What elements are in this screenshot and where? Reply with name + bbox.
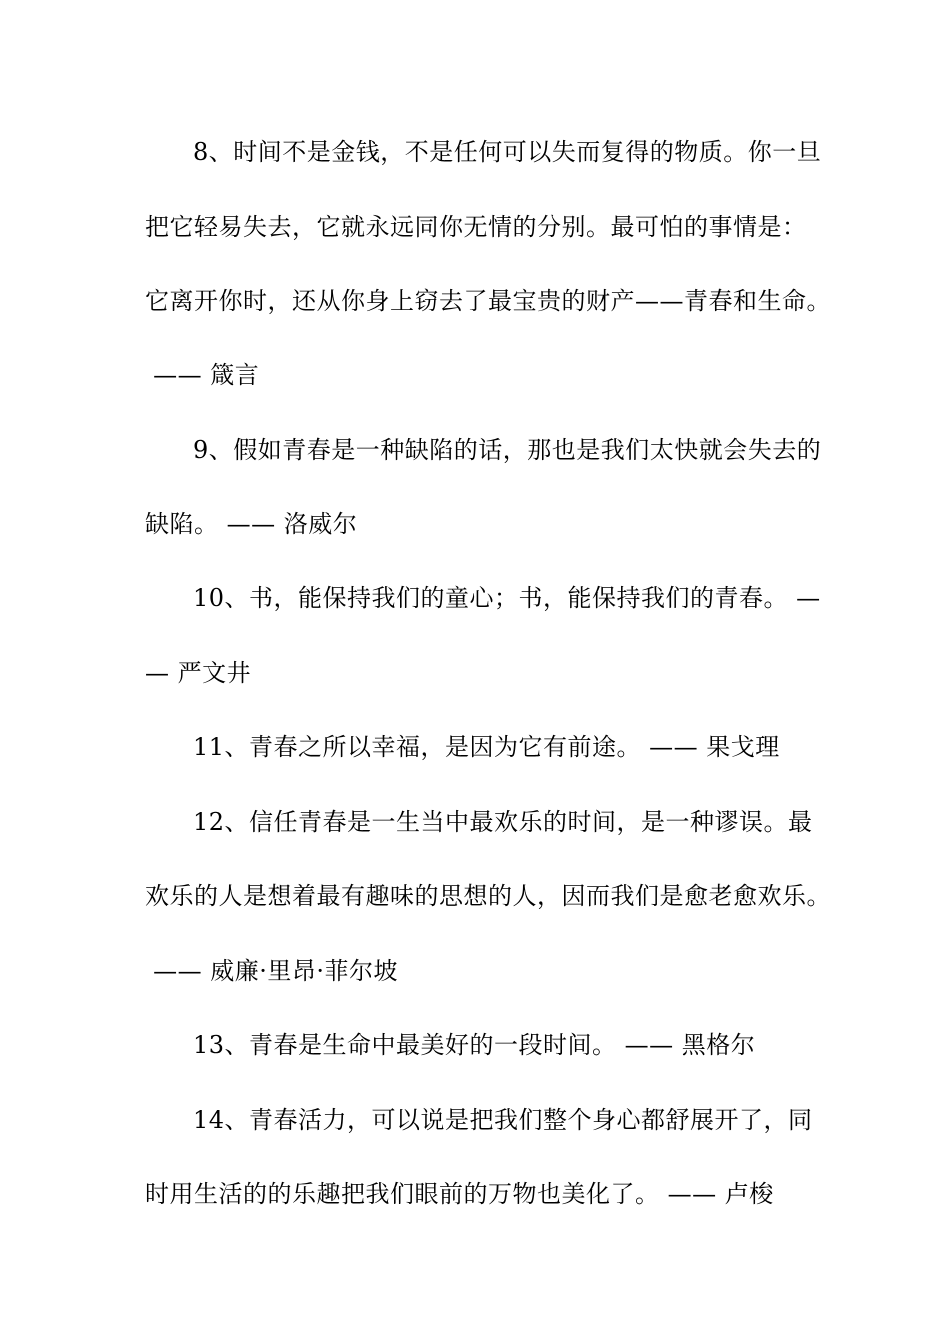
text-line: 13、青春是生命中最美好的一段时间。 —— 黑格尔 [193, 1031, 756, 1059]
text-line: 14、青春活力，可以说是把我们整个身心都舒展开了，同 [193, 1106, 813, 1134]
text-line: 9、假如青春是一种缺陷的话，那也是我们太快就会失去的 [193, 436, 822, 464]
text-line: 把它轻易失去，它就永远同你无情的分别。最可怕的事情是： [145, 213, 807, 241]
text-line: 时用生活的的乐趣把我们眼前的万物也美化了。 —— 卢梭 [145, 1180, 774, 1208]
text-line: 欢乐的人是想着最有趣味的思想的人，因而我们是愈老愈欢乐。 [145, 882, 831, 910]
text-line: 11、青春之所以幸福，是因为它有前途。 —— 果戈理 [193, 733, 780, 761]
text-line: 缺陷。 —— 洛威尔 [145, 510, 358, 538]
text-line: 8、时间不是金钱，不是任何可以失而复得的物质。你一旦 [193, 138, 822, 166]
text-line: —— 箴言 [145, 361, 260, 389]
text-line: 10、书，能保持我们的童心；书，能保持我们的青春。 — [193, 584, 821, 612]
text-line: —— 威廉·里昂·菲尔坡 [145, 957, 399, 985]
text-line: — 严文井 [145, 659, 252, 687]
text-line: 它离开你时，还从你身上窃去了最宝贵的财产——青春和生命。 [145, 287, 831, 315]
text-line: 12、信任青春是一生当中最欢乐的时间，是一种谬误。最 [193, 808, 813, 836]
